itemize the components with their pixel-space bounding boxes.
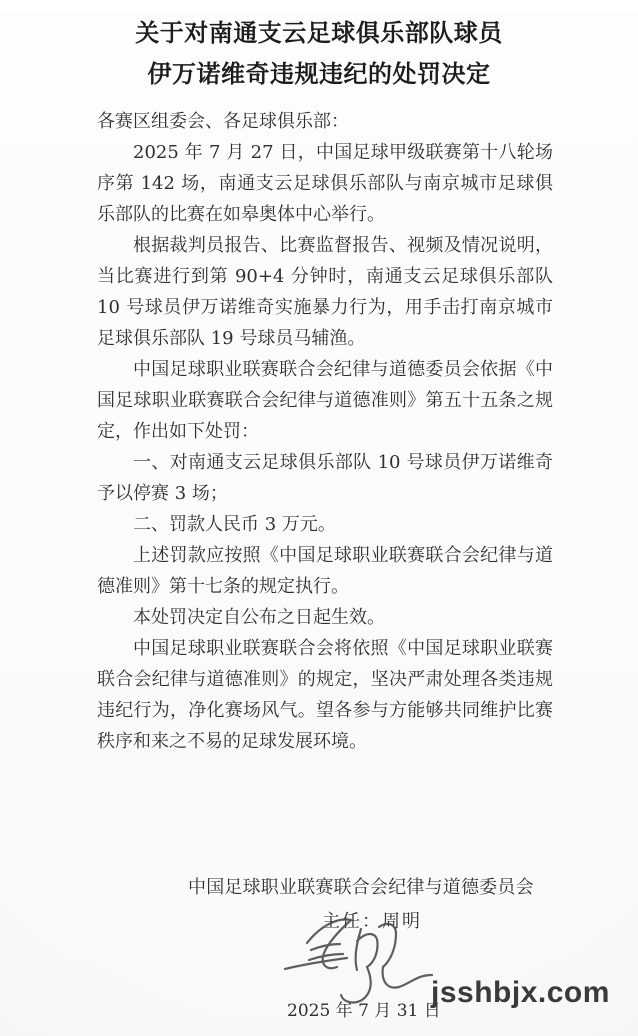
- signoff-director-line: 主任：周明: [322, 911, 422, 932]
- scanned-document-page: [0, 12, 638, 1036]
- body-paragraph: 上述罚款应按照《中国足球职业联赛联合会纪律与道德准则》第十七条的规定执行。: [97, 545, 553, 597]
- handwritten-signature-icon: [277, 913, 443, 1009]
- document-body: [97, 106, 553, 757]
- body-paragraph: 根据裁判员报告、比赛监督报告、视频及情况说明，当比赛进行到第 90+4 分钟时，南通支云足球俱乐部队 10 号球员伊万诺维奇实施暴力行为，用手击打南京城市足球俱乐部队 19 号球员马辅渔。: [97, 235, 553, 349]
- body-paragraph: 2025 年 7 月 27 日，中国足球甲级联赛第十八轮场序第 142 场，南通支云足球俱乐部队与南京城市足球俱乐部队的比赛在如皋奥体中心举行。: [97, 142, 553, 225]
- body-paragraph: 中国足球职业联赛联合会纪律与道德委员会依据《中国足球职业联赛联合会纪律与道德准则》第五十五条之规定，作出如下处罚：: [97, 359, 553, 442]
- signoff-date: 2025 年 7 月 31 日: [287, 1001, 441, 1021]
- body-paragraph: 本处罚决定自公布之日起生效。: [133, 607, 385, 628]
- body-paragraph-penalty-1: 一、对南通支云足球俱乐部队 10 号球员伊万诺维奇予以停赛 3 场；: [97, 452, 553, 504]
- document-title: [0, 12, 638, 94]
- title-line-2: 伊万诺维奇违规违纪的处罚决定: [147, 59, 491, 88]
- title-line-1: 关于对南通支云足球俱乐部队球员: [135, 18, 503, 47]
- body-paragraph-penalty-2: 二、罚款人民币 3 万元。: [133, 514, 336, 535]
- signoff-committee-name: 中国足球职业联赛联合会纪律与道德委员会: [188, 877, 534, 898]
- salutation-line: 各赛区组委会、各足球俱乐部：: [97, 111, 349, 132]
- site-watermark: jsshbjx.com: [431, 976, 610, 1009]
- body-paragraph: 中国足球职业联赛联合会将依照《中国足球职业联赛联合会纪律与道德准则》的规定，坚决严肃处理各类违规违纪行为，净化赛场风气。望各参与方能够共同维护比赛秩序和来之不易的足球发展环境。: [97, 638, 553, 752]
